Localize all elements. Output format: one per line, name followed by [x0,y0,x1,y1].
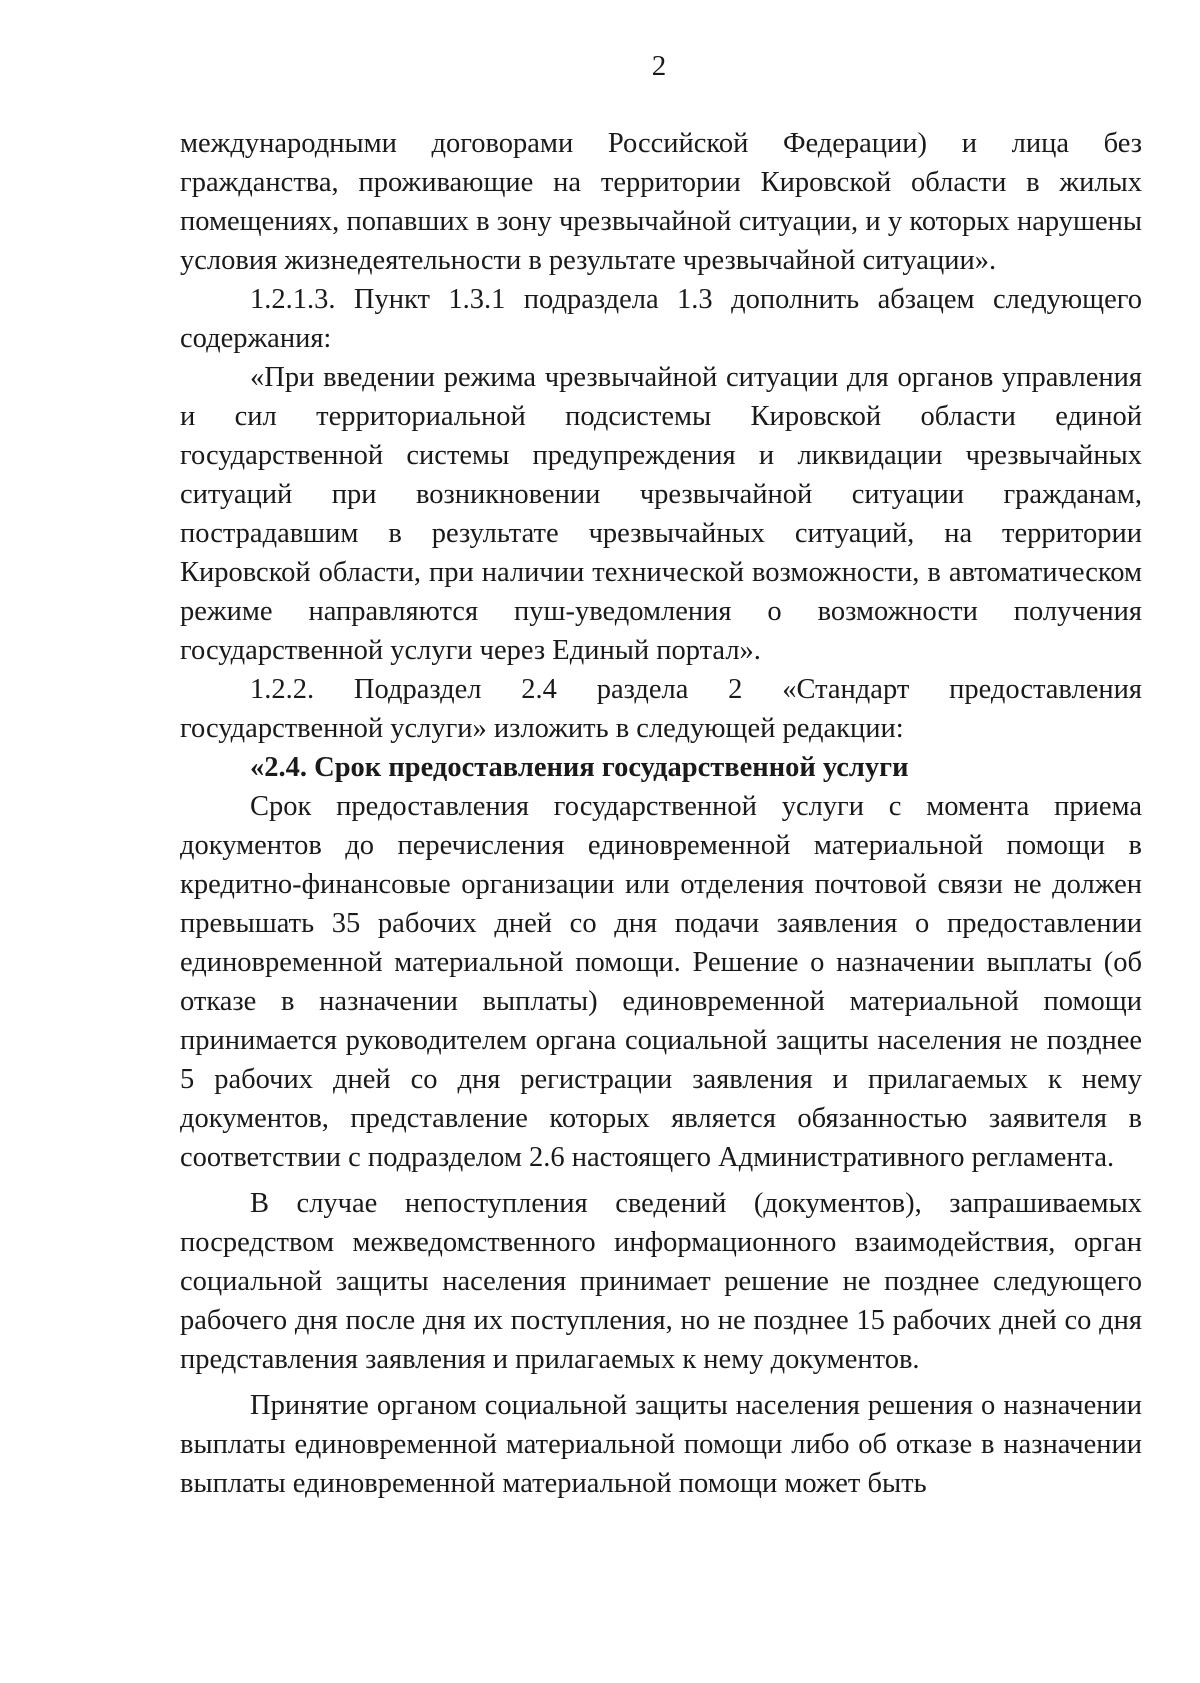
document-body [180,124,1142,1503]
paragraph-decision: Принятие органом социальной защиты населения решения о назначении выплаты единовременной материальной помощи либо об отказе в назначении выплаты единовременной материальной помощи может быть [180,1390,1142,1499]
paragraph-item-1-2-1-3: 1.2.1.3. Пункт 1.3.1 подраздела 1.3 дополнить абзацем следующего содержания: [180,284,1142,354]
paragraph-item-1-2-2: 1.2.2. Подраздел 2.4 раздела 2 «Стандарт предоставления государственной услуги» изложить в следующей редакции: [180,674,1142,744]
paragraph-quoted-addition: «При введении режима чрезвычайной ситуации для органов управления и сил территориальной подсистемы Кировской области единой государственной системы предупреждения и ликвидации чрезвычайных ситуаций при возникновении чрезвычайной ситуации гражданам, пострадавшим в результате чрезвычайных ситуаций, на территории Кировской области, при наличии технической возможности, в автоматическом режиме направляются пуш-уведомления о возможности получения государственной услуги через Единый портал». [180,362,1142,666]
page-number: 2 [651,50,667,82]
paragraph-service-term: Срок предоставления государственной услуги с момента приема документов до перечисления единовременной материальной помощи в кредитно-финансовые организации или отделения почтовой связи не должен превышать 35 рабочих дней со дня подачи заявления о предоставлении единовременной материальной помощи. Решение о назначении выплаты (об отказе в назначении выплаты) единовременной материальной помощи принимается руководителем органа социальной защиты населения не позднее 5 рабочих дней со дня регистрации заявления и прилагаемых к нему документов, представление которых является обязанностью заявителя в соответствии с подразделом 2.6 настоящего Административного регламента. [180,791,1142,1173]
section-heading-2-4: «2.4. Срок предоставления государственной услуги [250,752,909,783]
paragraph-interagency-info: В случае непоступления сведений (документов), запрашиваемых посредством межведомственного информационного взаимодействия, орган социальной защиты населения принимает решение не позднее следующего рабочего дня после дня их поступления, но не позднее 15 рабочих дней со дня представления заявления и прилагаемых к нему документов. [180,1188,1142,1375]
paragraph-continuation: международными договорами Российской Федерации) и лица без гражданства, проживающие на территории Кировской области в жилых помещениях, попавших в зону чрезвычайной ситуации, и у которых нарушены условия жизнедеятельности в результате чрезвычайной ситуации». [180,128,1142,276]
